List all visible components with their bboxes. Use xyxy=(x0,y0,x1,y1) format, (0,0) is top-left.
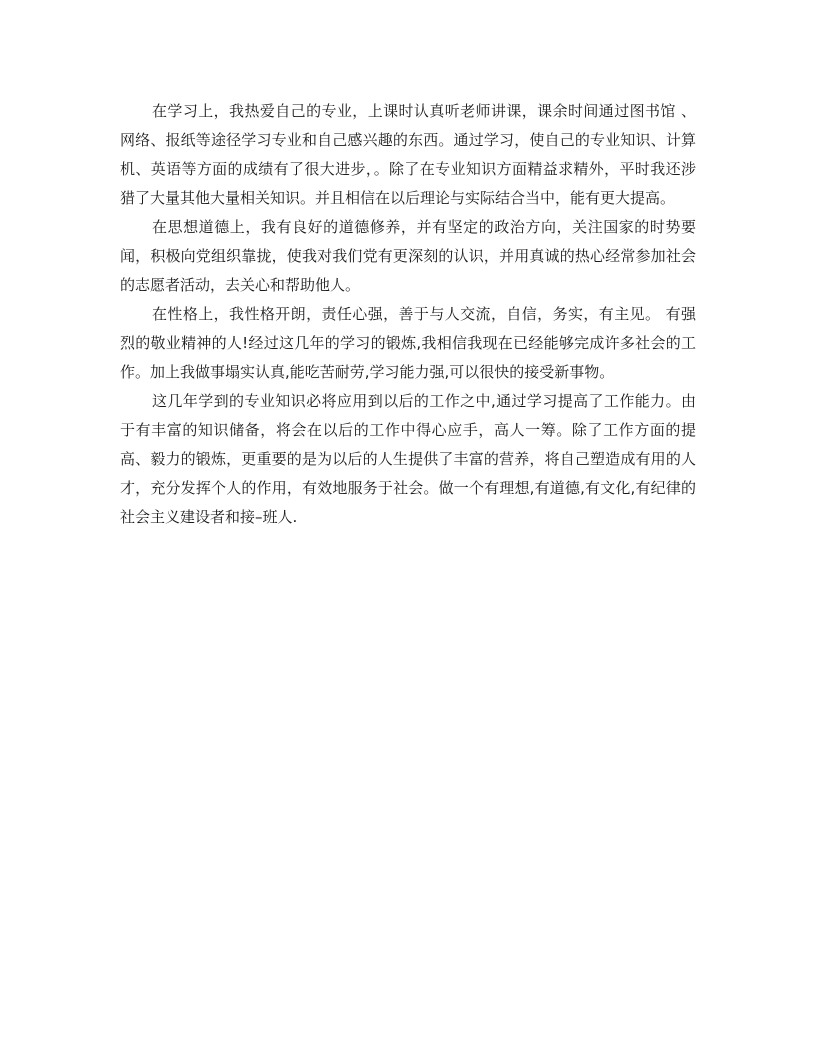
paragraph-morality: 在思想道德上，我有良好的道德修养，并有坚定的政治方向，关注国家的时势要闻，积极向党组织靠拢，使我对我们党有更深刻的认识，并用真诚的热心经常参加社会的志愿者活动，去关心和帮助他人。 xyxy=(120,218,696,294)
paragraph-study: 在学习上，我热爱自己的专业，上课时认真听老师讲课，课余时间通过图书馆 、网络、报纸等途径学习专业和自己感兴趣的东西。通过学习，使自己的专业知识、计算机、英语等方面的成绩有了很大进步，。除了在专业知识方面精益求精外，平时我还涉猎了大量其他大量相关知识。并且相信在以后理论与实际结合当中，能有更大提高。 xyxy=(120,102,696,207)
paragraph-personality: 在性格上，我性格开朗，责任心强，善于与人交流，自信，务实，有主见。 有强烈的敬业精神的人!经过这几年的学习的锻炼,我相信我现在已经能够完成许多社会的工作。加上我做事塌实认真,能吃苦耐劳,学习能力强,可以很快的接受新事物。 xyxy=(120,305,696,381)
document-body xyxy=(120,97,696,532)
paragraph-future: 这几年学到的专业知识必将应用到以后的工作之中,通过学习提高了工作能力。由于有丰富的知识储备，将会在以后的工作中得心应手，高人一筹。除了工作方面的提高、毅力的锻炼，更重要的是为以后的人生提供了丰富的营养，将自己塑造成有用的人才，充分发挥个人的作用，有效地服务于社会。做一个有理想,有道德,有文化,有纪律的社会主义建设者和接–班人. xyxy=(120,392,696,526)
